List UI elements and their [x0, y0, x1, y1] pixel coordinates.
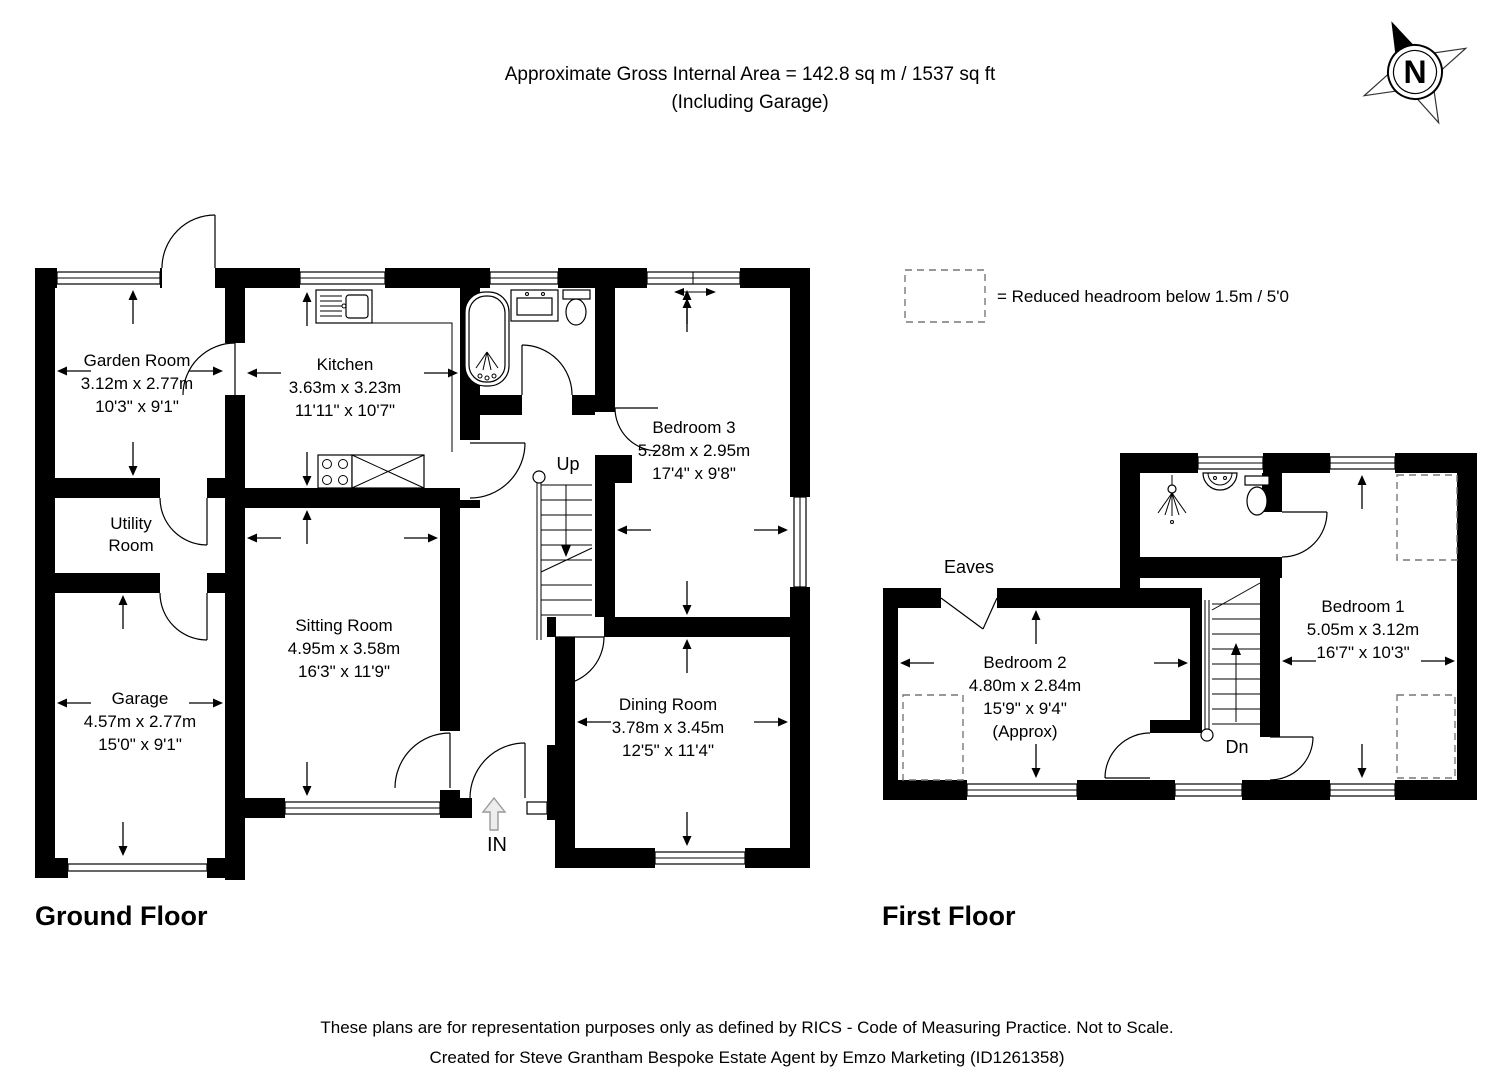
bedroom1-name: Bedroom 1 — [1321, 597, 1405, 616]
ground-floor-labels — [81, 351, 750, 856]
kitchen-imperial: 11'11" x 10'7" — [294, 401, 396, 420]
garden-room-window — [57, 268, 160, 288]
bedroom3-name: Bedroom 3 — [652, 418, 736, 437]
garage-internal-door — [160, 593, 207, 640]
garden-room-metric: 3.12m x 2.77m — [80, 374, 194, 393]
dn-stairs-label: Dn — [1225, 737, 1249, 757]
utility-room-name-2: Room — [108, 536, 154, 555]
bedroom2-name: Bedroom 2 — [983, 653, 1067, 672]
bedroom2-imperial: 15'9" x 9'4" — [983, 699, 1067, 718]
front-door — [470, 743, 525, 798]
first-floor-fixtures — [1158, 473, 1269, 524]
garden-room-imperial: 10'3" x 9'1" — [95, 397, 179, 416]
bedroom3-side-window — [790, 497, 810, 587]
legend-label: = Reduced headroom below 1.5m / 5'0 — [997, 287, 1289, 306]
garage-imperial: 15'0" x 9'1" — [98, 735, 182, 754]
entrance-in-arrow — [483, 798, 505, 830]
eaves-label: Eaves — [943, 557, 995, 577]
bathroom-sink-icon — [511, 290, 558, 321]
dining-room-metric: 3.78m x 3.45m — [611, 718, 725, 737]
first-bathroom-sink-icon — [1203, 473, 1237, 490]
dining-room-imperial: 12'5" x 11'4" — [622, 741, 714, 760]
first-bathroom-window — [1198, 453, 1263, 473]
first-floor-plan — [882, 453, 1477, 931]
garage-metric: 4.57m x 2.77m — [83, 712, 197, 731]
bedroom1-top-window — [1330, 453, 1395, 473]
north-compass-icon — [1341, 0, 1490, 146]
bedroom1-metric: 5.05m x 3.12m — [1306, 620, 1420, 639]
including-garage-text: (Including Garage) — [671, 92, 829, 113]
kitchen-name: Kitchen — [316, 355, 374, 374]
dining-room-window — [655, 848, 745, 868]
utility-door-top — [160, 498, 207, 545]
first-floor-stairs — [1201, 583, 1260, 741]
bedroom1-imperial: 16'7" x 10'3" — [1316, 643, 1410, 662]
bedroom2-headroom-area — [903, 695, 963, 780]
up-stairs-label: Up — [556, 454, 580, 474]
sitting-room-window — [285, 798, 440, 818]
ground-floor-stairs — [533, 471, 592, 640]
compass-north-letter: N — [1403, 54, 1427, 90]
sitting-room-metric: 4.95m x 3.58m — [287, 639, 401, 658]
ground-floor-plan — [35, 215, 810, 931]
utility-room-name-1: Utility — [110, 514, 152, 533]
toilet-icon — [563, 290, 590, 325]
bedroom2-bottom-window — [967, 780, 1077, 800]
bedroom1-headroom-area-bottom — [1397, 695, 1455, 778]
first-toilet-icon — [1245, 476, 1269, 515]
bedroom2-metric: 4.80m x 2.84m — [968, 676, 1082, 695]
bedroom1-door — [1270, 737, 1313, 780]
garden-room-name: Garden Room — [83, 351, 191, 370]
sitting-room-imperial: 16'3" x 11'9" — [298, 662, 390, 681]
bedroom3-imperial: 17'4" x 9'8" — [652, 464, 736, 483]
bedroom2-approx-note: (Approx) — [992, 722, 1058, 741]
gross-area-text: Approximate Gross Internal Area = 142.8 sq m / 1537 sq ft — [504, 64, 996, 85]
footer-credit: Created for Steve Grantham Bespoke Estate Agent by Emzo Marketing (ID1261358) — [429, 1048, 1065, 1067]
footer — [320, 1018, 1173, 1067]
reduced-headroom-legend — [905, 270, 1289, 322]
bedroom1-bottom-window — [1330, 780, 1395, 800]
kitchen-sink-icon — [316, 290, 372, 323]
garage-door — [68, 858, 207, 878]
garage-name: Garage — [111, 689, 169, 708]
dining-room-name: Dining Room — [618, 695, 718, 714]
in-entrance-label: IN — [487, 834, 507, 856]
bathroom-door — [522, 345, 572, 395]
footer-disclaimer: These plans are for representation purposes only as defined by RICS - Code of Measuring Practice. Not to Scale. — [320, 1018, 1174, 1037]
header — [505, 64, 996, 113]
bedroom3-opening-arrows — [674, 288, 716, 332]
bath-icon — [465, 292, 509, 386]
entrance-sidelight-window — [527, 802, 547, 814]
bathroom-window — [490, 268, 558, 288]
sitting-room-name: Sitting Room — [295, 616, 393, 635]
kitchen-unit-icon — [352, 455, 424, 488]
landing-bottom-window — [1175, 780, 1242, 800]
kitchen-window — [300, 268, 385, 288]
bedroom2-door — [1105, 733, 1150, 778]
first-bathroom-door — [1282, 512, 1327, 557]
kitchen-metric: 3.63m x 3.23m — [288, 378, 402, 397]
bedroom3-metric: 5.28m x 2.95m — [637, 441, 751, 460]
legend-dashed-box — [905, 270, 985, 322]
bedroom1-headroom-area-top — [1397, 475, 1457, 560]
bedroom3-top-window — [647, 268, 740, 288]
first-floor-title: First Floor — [882, 901, 1016, 931]
ground-floor-title: Ground Floor — [35, 901, 208, 931]
shower-icon — [1158, 475, 1186, 524]
hob-icon — [318, 455, 352, 488]
rear-entrance-door — [162, 215, 215, 268]
